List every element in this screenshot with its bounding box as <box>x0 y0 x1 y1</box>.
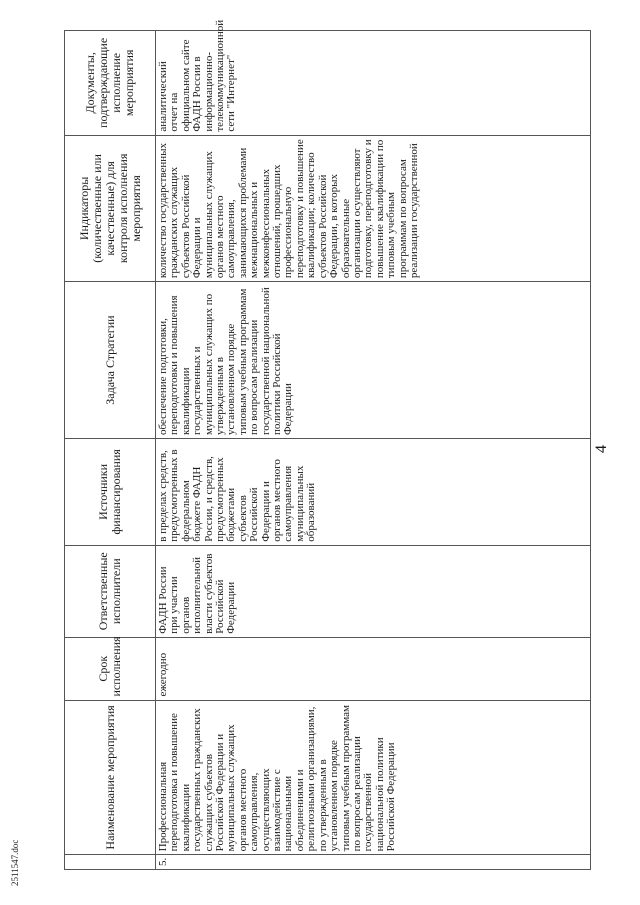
measures-table <box>64 19 591 870</box>
header-documents: Документы, подтверждающие исполнение мероприятия <box>65 31 156 136</box>
document-file-id: 2511547.doc <box>10 839 20 886</box>
table-row <box>156 31 591 870</box>
cell-term: ежегодно <box>156 637 591 700</box>
header-responsible: Ответственные исполнители <box>65 545 156 637</box>
cell-task: обеспечение подготовки, переподготовки и повышения квалификации государственных и муниципальных служащих по утвержденным в установленном порядке типовым учебным программам по вопросам реализации государственной национальной политики Российской Федерации <box>156 282 591 439</box>
cell-number: 5. <box>156 855 591 870</box>
cell-financing: в пределах средств, предусмотренных в федеральном бюджете ФАДН России, и средств, предусмотренных бюджетами субъектов Российской Федерации и органов местного самоуправления муниципальных образований <box>156 439 591 546</box>
page-number: 4 <box>593 445 610 453</box>
cell-indicators: количество государственных гражданских служащих субъектов Российской Федерации и муниципальных служащих органов местного самоуправления, занимающихся проблемами межнациональных и межконфессиональных отношений, прошедших профессиональную переподготовку и повышение квалификации; количество субъектов Российской Федерации, в которых образовательные организации осуществляют подготовку, переподготовку и повышение квалификации по типовым учебным программам по вопросам реализации государственной <box>156 135 591 281</box>
header-term: Срок исполнения <box>65 637 156 700</box>
header-indicators: Индикаторы (количественные или качественные) для контроля исполнения мероприятия <box>65 135 156 281</box>
rotated-table-container <box>64 19 594 870</box>
header-number <box>65 855 156 870</box>
header-task: Задача Стратегии <box>65 282 156 439</box>
table-header-row <box>65 31 156 870</box>
cell-documents: аналитический отчет на официальном сайте ФАДН России в информационно-телекоммуникационной сети "Интернет" <box>156 31 591 136</box>
header-name: Наименование мероприятия <box>65 700 156 855</box>
cell-name: Профессиональная переподготовка и повышение квалификации государственных гражданских служащих субъектов Российской Федерации и муниципальных служащих органов местного самоуправления, осуществляющих взаимодействие с национальными объединениями и религиозными организациями, по утвержденным в установленном порядке типовым учебным программам по вопросам реализации государственной национальной политики Российской Федерации <box>156 700 591 855</box>
cell-responsible: ФАДН России при участии органов исполнительной власти субъектов Российской Федерации <box>156 545 591 637</box>
header-financing: Источники финансирования <box>65 439 156 546</box>
